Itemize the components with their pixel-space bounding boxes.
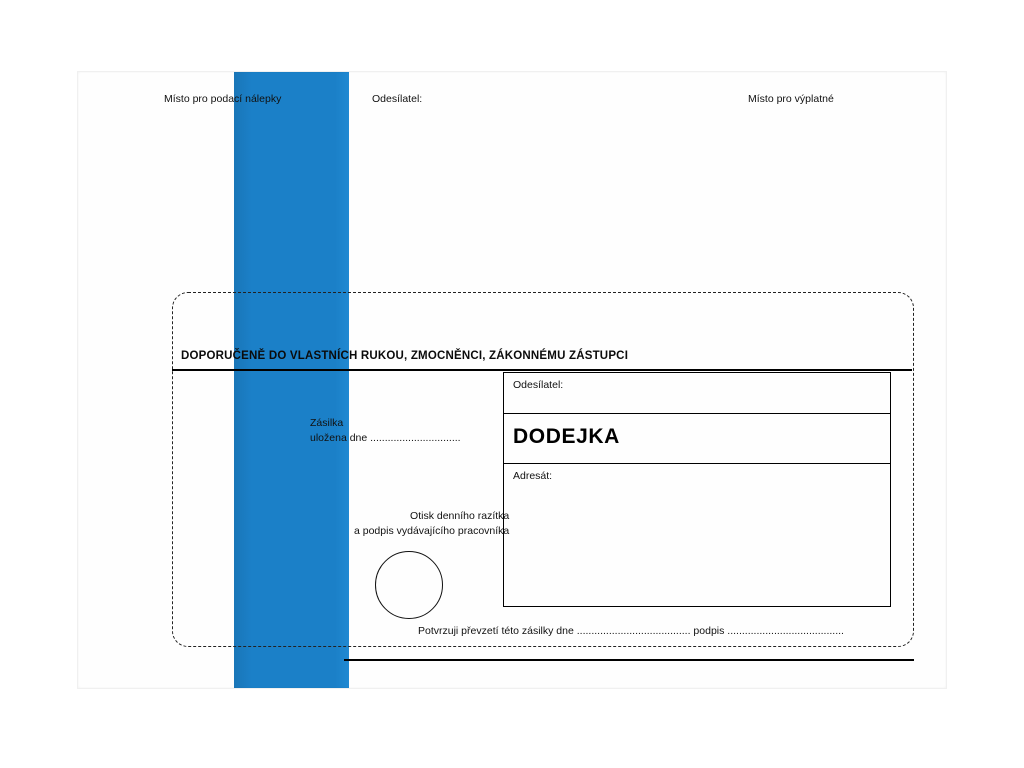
stamp-note-line-2: a podpis vydávajícího pracovníka — [354, 525, 510, 538]
headline-divider-rule — [172, 369, 912, 371]
daily-stamp-circle — [375, 551, 443, 619]
storage-line-1: Zásilka — [310, 417, 344, 429]
dodejka-address-box — [503, 372, 891, 607]
dodejka-title: DODEJKA — [513, 425, 620, 448]
postage-place-label: Místo pro výplatné — [748, 93, 834, 105]
sender-label-top: Odesílatel: — [372, 93, 423, 105]
stamp-note-line-1: Otisk denního razítka — [410, 510, 510, 522]
stamp-place-label: Místo pro podací nálepky — [164, 93, 282, 105]
box-addressee-label: Adresát: — [513, 470, 553, 482]
box-row-sender — [504, 373, 890, 414]
card-headline: DOPORUČENĚ DO VLASTNÍCH RUKOU, ZMOCNĚNCI, ZÁKONNÉMU ZÁSTUPCI — [181, 350, 629, 362]
box-sender-label: Odesílatel: — [513, 379, 564, 391]
storage-line-2: uložena dne ............................... — [310, 432, 461, 445]
bottom-heavy-rule — [344, 659, 914, 661]
box-row-addressee — [504, 464, 890, 604]
receipt-confirmation-line: Potvrzuji převzetí této zásilky dne ....................................... podpis ........................................ — [418, 625, 844, 637]
daily-stamp-note — [354, 509, 509, 539]
storage-date-block — [310, 416, 461, 446]
envelope-sheet — [78, 72, 946, 688]
box-row-title — [504, 414, 890, 464]
